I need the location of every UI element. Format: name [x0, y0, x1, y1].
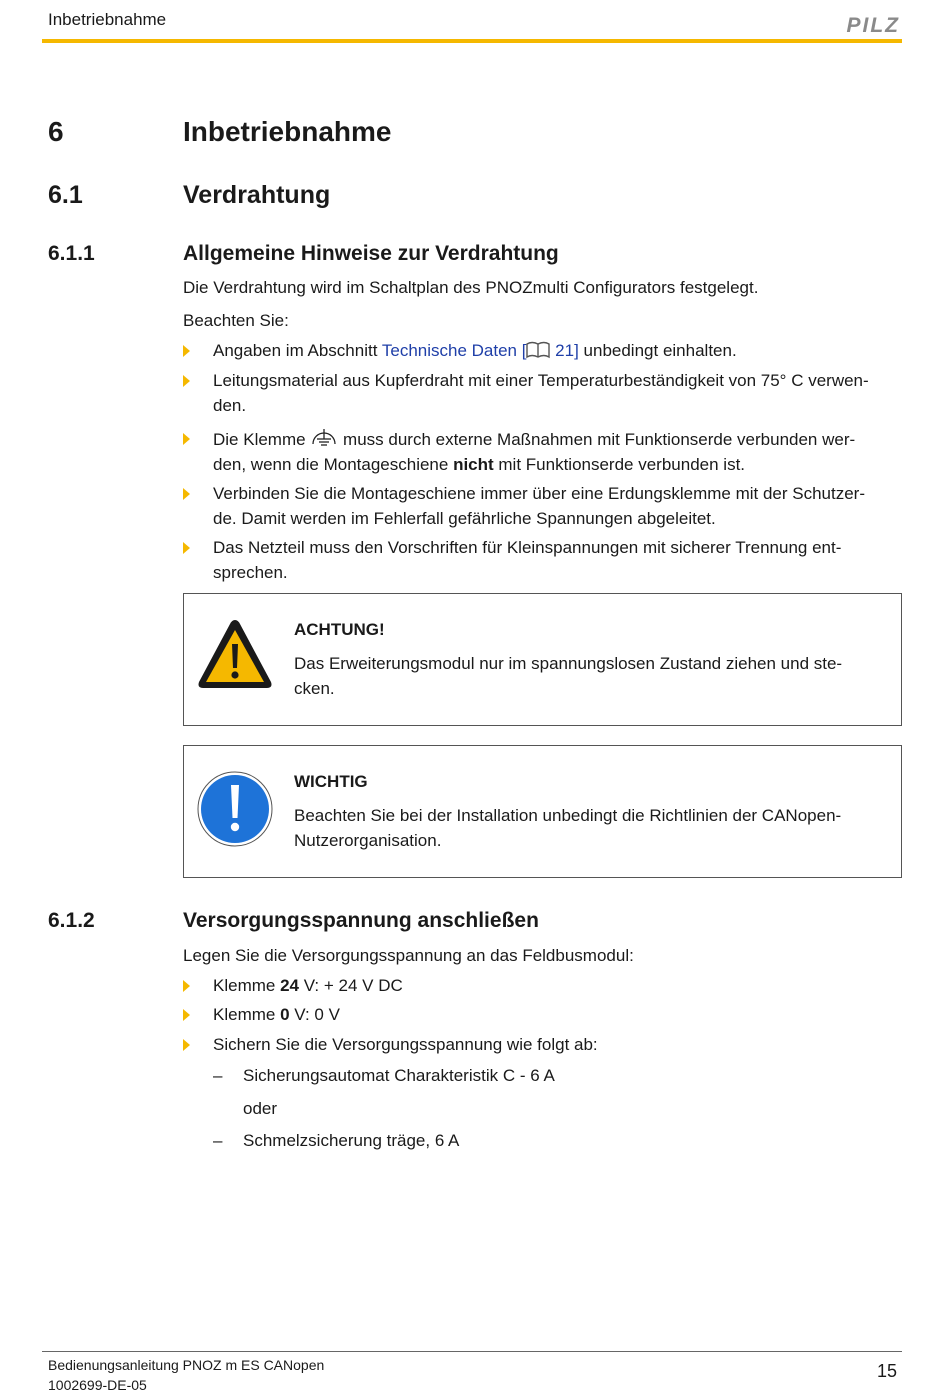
- bullet-arrow-icon: [183, 488, 190, 500]
- header-rule: [42, 39, 902, 43]
- bullet-arrow-icon: [183, 433, 190, 445]
- note-paragraph: Beachten Sie:: [183, 311, 289, 330]
- subsection-title: Verdrahtung: [183, 181, 331, 209]
- footer-manual-title: Bedienungsanleitung PNOZ m ES CANopen: [48, 1357, 325, 1373]
- caution-box: [183, 593, 902, 726]
- warning-triangle-icon: [196, 616, 274, 692]
- caution-text: Das Erweiterungsmodul nur im spannungslosen Zustand ziehen und ste- cken.: [294, 654, 843, 698]
- footer-document-number: 1002699-DE-05: [48, 1377, 147, 1393]
- subsubsection-title: Allgemeine Hinweise zur Verdrahtung: [183, 242, 559, 265]
- functional-earth-icon: [310, 426, 338, 448]
- book-icon: [526, 341, 550, 359]
- intro-paragraph: Legen Sie die Versorgungsspannung an das Feldbusmodul:: [183, 946, 634, 965]
- subsubsection-title: Versorgungsspannung anschließen: [183, 909, 539, 932]
- subsection-number: 6.1: [48, 181, 83, 209]
- important-box: [183, 745, 902, 878]
- intro-paragraph: Die Verdrahtung wird im Schaltplan des PNOZmulti Configurators festgelegt.: [183, 278, 759, 297]
- subsubsection-number: 6.1.2: [48, 909, 95, 932]
- important-text: Beachten Sie bei der Installation unbedingt die Richtlinien der CANopen- Nutzerorganisation.: [294, 806, 842, 850]
- bullet-arrow-icon: [183, 1039, 190, 1051]
- page-number: 15: [876, 1361, 897, 1381]
- pilz-logo: PILZ: [846, 14, 900, 37]
- technical-data-link[interactable]: Technische Daten [ 21]: [381, 341, 579, 360]
- dash-symbol: –: [213, 1131, 223, 1150]
- dash-symbol: –: [213, 1066, 223, 1085]
- section-number: 6: [48, 116, 64, 147]
- running-header: Inbetriebnahme: [48, 10, 167, 29]
- bullet-arrow-icon: [183, 980, 190, 992]
- bullet-arrow-icon: [183, 1009, 190, 1021]
- footer-rule: [42, 1351, 902, 1352]
- bullet-arrow-icon: [183, 345, 190, 357]
- subsubsection-number: 6.1.1: [48, 242, 95, 265]
- bullet-arrow-icon: [183, 375, 190, 387]
- bullet-arrow-icon: [183, 542, 190, 554]
- caution-title: ACHTUNG!: [294, 620, 385, 639]
- info-exclamation-icon: [196, 770, 274, 848]
- important-title: WICHTIG: [294, 772, 368, 791]
- section-title: Inbetriebnahme: [183, 116, 392, 147]
- or-text: oder: [243, 1099, 278, 1118]
